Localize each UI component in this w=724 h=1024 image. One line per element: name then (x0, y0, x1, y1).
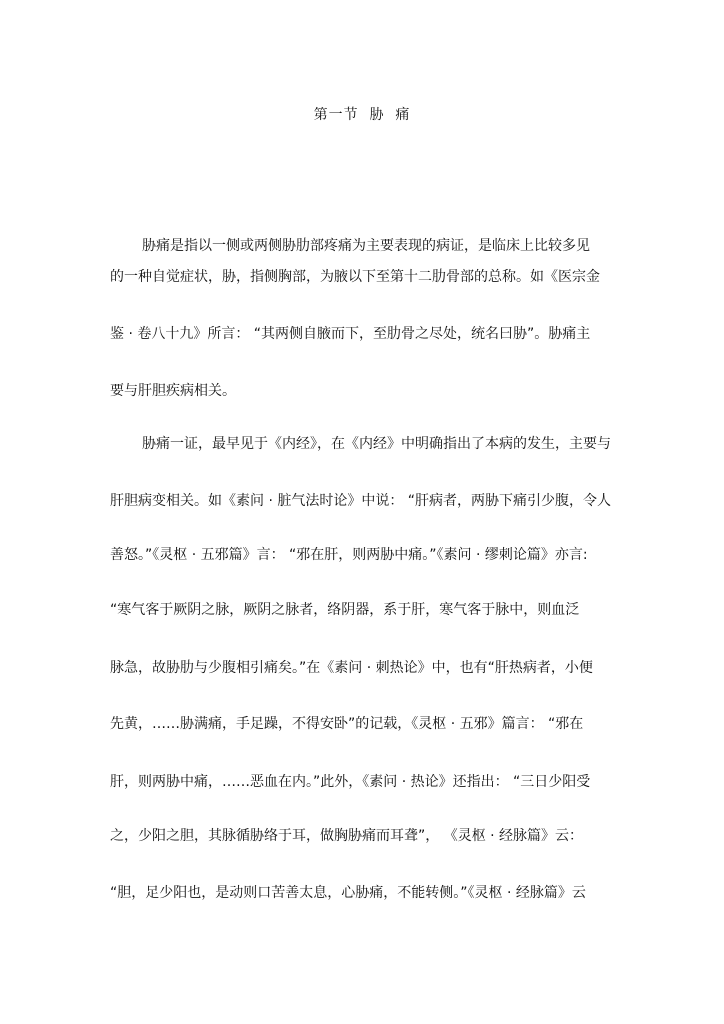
text-line: 鉴 · 卷八十九》所言： “其两侧自腋而下，至肋骨之尽处，统名曰胁”。胁痛主 (110, 326, 591, 342)
text-line: 胁痛是指以一侧或两侧胁肋部疼痛为主要表现的病证，是临床上比较多见 (142, 238, 590, 254)
text-line: 先黄，……胁满痛，手足躁，不得安卧”的记载，《灵枢 · 五邪》篇言： “邪在 (110, 716, 584, 732)
text-line: “寒气客于厥阴之脉，厥阴之脉者，络阴器，系于肝，寒气客于脉中，则血泛 (110, 602, 580, 618)
text-line: 之，少阳之胆，其脉循胁络于耳，做胸胁痛而耳聋”， 《灵枢 · 经脉篇》云： (110, 828, 584, 844)
text-line: 胁痛一证，最早见于《内经》，在《内经》中明确指出了本病的发生，主要与 (142, 436, 611, 452)
text-line: 肝，则两胁中痛，……恶血在内。”此外，《素问 · 热论》还指出： “三日少阳受 (110, 774, 591, 790)
text-line: 善怒。”《灵枢 · 五邪篇》言： “邪在肝，则两胁中痛。”《素问 · 缪刺论篇》亦言: (110, 547, 588, 563)
text-line: 肝胆病变相关。如《素问 · 脏气法时论》中说： “肝病者，两胁下痛引少腹，令人 (110, 493, 612, 509)
text-line: “胆，足少阳也，是动则口苦善太息，心胁痛，不能转侧。”《灵枢 · 经脉篇》云 (110, 885, 586, 901)
section-title: 第一节 胁 痛 (313, 107, 411, 123)
text-line: 要与肝胆疾病相关。 (110, 383, 236, 399)
text-line: 的一种自觉症状，胁，指侧胸部，为腋以下至第十二肋骨部的总称。如《医宗金 (110, 269, 600, 285)
text-line: 脉急，故胁肋与少腹相引痛矣。”在《素问 · 刺热论》中，也有“肝热病者，小便 (110, 660, 593, 676)
